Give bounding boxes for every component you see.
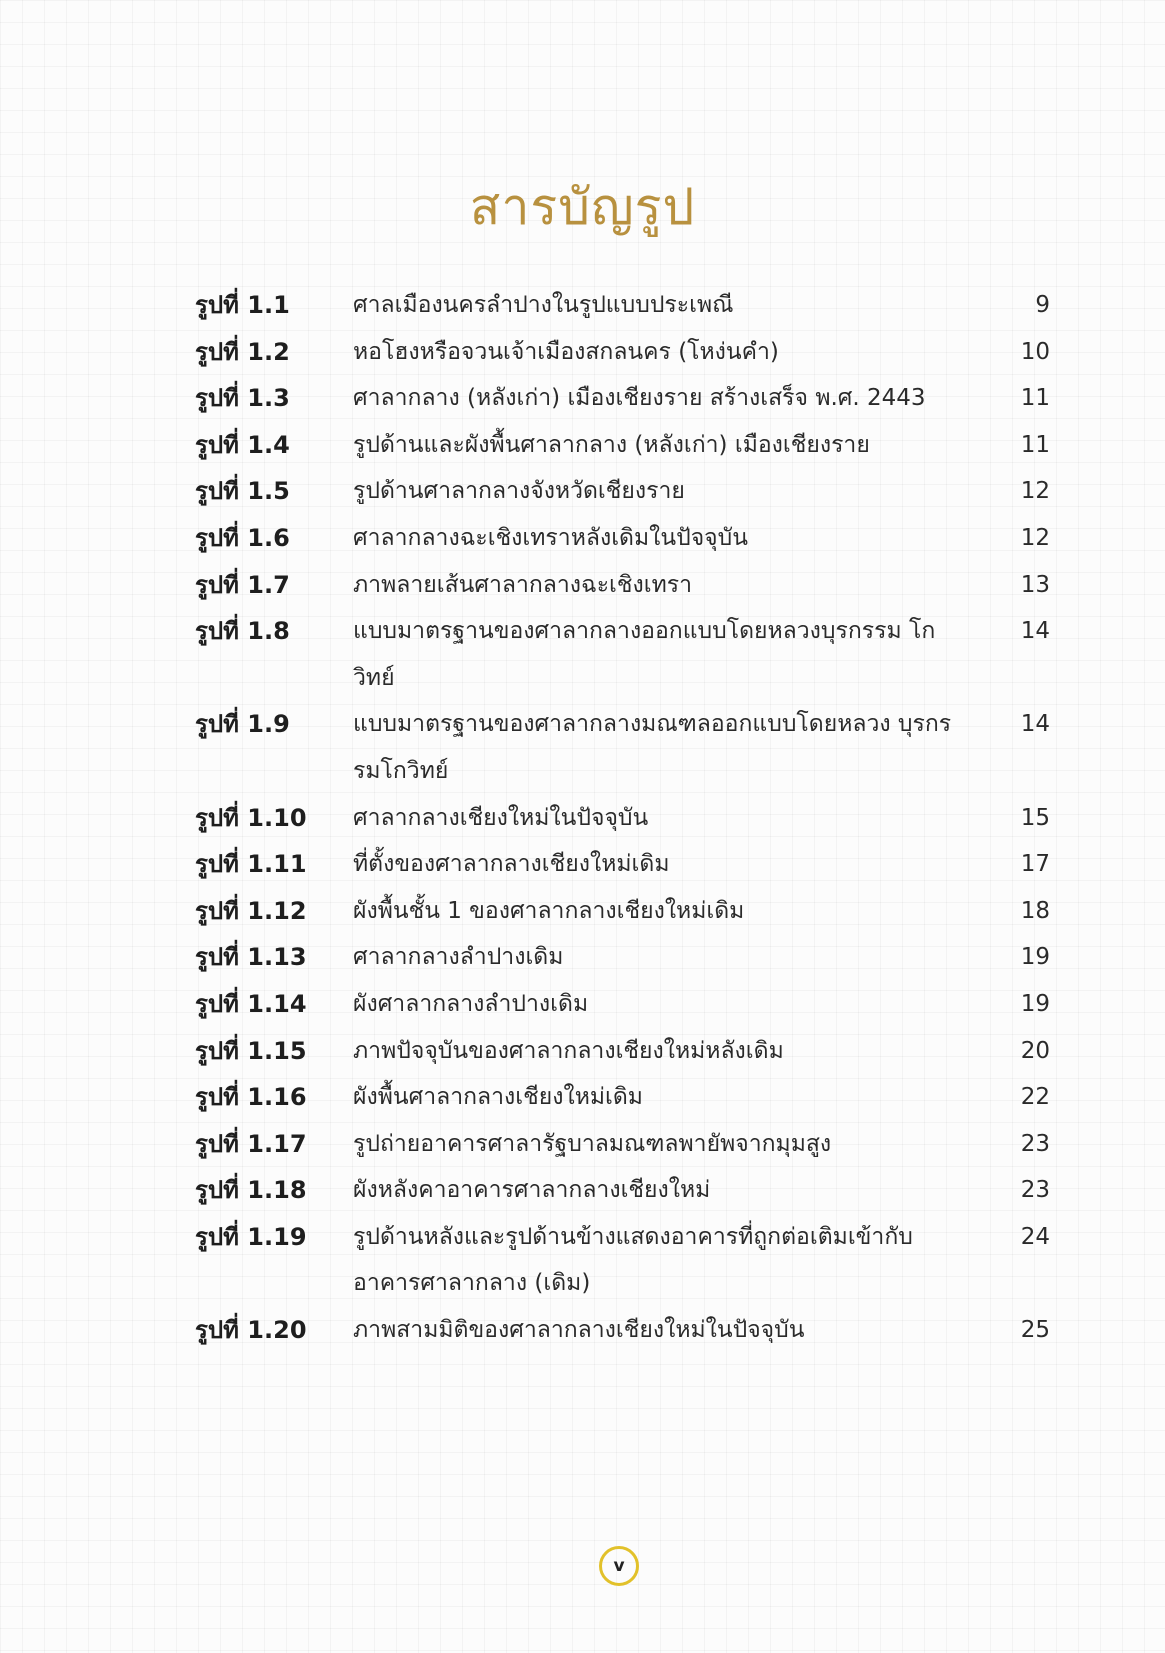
figure-page-number: 14 — [1020, 618, 1050, 645]
figure-caption: แบบมาตรฐานของศาลากลางมณฑลออกแบบโดยหลวง บุรกรรมโกวิทย์ — [353, 711, 952, 784]
figure-label: รูปที่ 1.9 — [195, 710, 290, 739]
figure-page-number: 20 — [1020, 1037, 1050, 1064]
figure-page-number: 19 — [1020, 990, 1050, 1017]
figure-caption: หอโฮงหรือจวนเจ้าเมืองสกลนคร (โหง่นคำ) — [353, 338, 779, 365]
figure-entry — [195, 701, 1050, 794]
figure-label: รูปที่ 1.12 — [195, 896, 307, 925]
figure-label: รูปที่ 1.18 — [195, 1176, 307, 1205]
figure-page-number: 23 — [1020, 1177, 1050, 1204]
figure-page-number: 11 — [1020, 431, 1050, 458]
figure-label: รูปที่ 1.19 — [195, 1222, 307, 1251]
figure-caption: ผังหลังคาอาคารศาลากลางเชียงใหม่ — [353, 1177, 711, 1204]
figure-entry — [195, 1307, 1050, 1354]
figure-caption: ภาพปัจจุบันของศาลากลางเชียงใหม่หลังเดิม — [353, 1037, 784, 1064]
figure-page-number: 11 — [1020, 385, 1050, 412]
figure-caption: ภาพสามมิติของศาลากลางเชียงใหม่ในปัจจุบัน — [353, 1317, 805, 1344]
figure-caption: ผังศาลากลางลำปางเดิม — [353, 990, 589, 1017]
figure-entry — [195, 1214, 1050, 1307]
figure-page-number: 22 — [1020, 1084, 1050, 1111]
figure-label: รูปที่ 1.16 — [195, 1083, 307, 1112]
figure-caption: ผังพื้นชั้น 1 ของศาลากลางเชียงใหม่เดิม — [353, 897, 745, 924]
figure-caption: รูปด้านหลังและรูปด้านข้างแสดงอาคารที่ถูกต่อเติมเข้ากับ อาคารศาลากลาง (เดิม) — [353, 1223, 913, 1297]
figure-label: รูปที่ 1.4 — [195, 430, 290, 459]
figure-caption: ที่ตั้งของศาลากลางเชียงใหม่เดิม — [353, 851, 670, 878]
figure-entry — [195, 422, 1050, 469]
figure-page-number: 12 — [1020, 524, 1050, 551]
figure-page-number: 12 — [1020, 478, 1050, 505]
page-title: สารบัญรูป — [469, 178, 696, 236]
figure-entry — [195, 934, 1050, 981]
figure-label: รูปที่ 1.13 — [195, 943, 307, 972]
figure-label: รูปที่ 1.20 — [195, 1316, 307, 1345]
figure-label: รูปที่ 1.17 — [195, 1129, 307, 1158]
figure-entry — [195, 329, 1050, 376]
figure-caption: ศาลากลางลำปางเดิม — [353, 944, 564, 971]
figure-caption: รูปด้านศาลากลางจังหวัดเชียงราย — [353, 478, 685, 505]
figure-page-number: 15 — [1020, 804, 1050, 831]
figure-label: รูปที่ 1.8 — [195, 617, 290, 646]
figure-entry — [195, 468, 1050, 515]
figure-caption: ภาพลายเส้นศาลากลางฉะเชิงเทรา — [353, 571, 693, 598]
figure-caption: ศาลากลางฉะเชิงเทราหลังเดิมในปัจจุบัน — [353, 524, 748, 551]
figure-entry — [195, 375, 1050, 422]
figure-page-number: 13 — [1020, 571, 1050, 598]
figure-entry — [195, 888, 1050, 935]
figure-caption: ผังพื้นศาลากลางเชียงใหม่เดิม — [353, 1084, 643, 1111]
figure-list — [195, 282, 1050, 1354]
figure-caption: แบบมาตรฐานของศาลากลางออกแบบโดยหลวงบุรกรรม โกวิทย์ — [353, 618, 936, 691]
figure-label: รูปที่ 1.11 — [195, 850, 307, 879]
figure-page-number: 10 — [1020, 338, 1050, 365]
figure-entry — [195, 795, 1050, 842]
figure-label: รูปที่ 1.10 — [195, 803, 307, 832]
figure-page-number: 14 — [1020, 711, 1050, 738]
figure-label: รูปที่ 1.14 — [195, 989, 307, 1018]
figure-page-number: 17 — [1020, 851, 1050, 878]
figure-caption: ศาลเมืองนครลำปางในรูปแบบประเพณี — [353, 292, 734, 318]
figure-entry — [195, 1074, 1050, 1121]
figure-entry — [195, 841, 1050, 888]
figure-entry — [195, 1028, 1050, 1075]
figure-page-number: 18 — [1020, 897, 1050, 924]
figure-label: รูปที่ 1.3 — [195, 384, 290, 413]
figure-caption: รูปถ่ายอาคารศาลารัฐบาลมณฑลพายัพจากมุมสูง — [353, 1130, 832, 1157]
figure-page-number: 24 — [1020, 1223, 1050, 1250]
figure-label: รูปที่ 1.7 — [195, 570, 290, 599]
figure-page-number: 25 — [1020, 1317, 1050, 1344]
figure-label: รูปที่ 1.15 — [195, 1036, 307, 1065]
figure-entry — [195, 282, 1050, 329]
figure-label: รูปที่ 1.5 — [195, 477, 290, 506]
figure-label: รูปที่ 1.6 — [195, 523, 290, 552]
figure-caption: ศาลากลางเชียงใหม่ในปัจจุบัน — [353, 804, 649, 831]
figure-page-number: 23 — [1020, 1130, 1050, 1157]
figure-caption: รูปด้านและผังพื้นศาลากลาง (หลังเก่า) เมืองเชียงราย — [353, 431, 870, 458]
figure-page-number: 9 — [1035, 292, 1050, 318]
figure-page-number: 19 — [1020, 944, 1050, 971]
page-number-badge: v — [599, 1546, 639, 1586]
figure-entry — [195, 515, 1050, 562]
figure-entry — [195, 562, 1050, 609]
figure-label: รูปที่ 1.1 — [195, 291, 290, 319]
figure-entry — [195, 981, 1050, 1028]
figure-label: รูปที่ 1.2 — [195, 337, 290, 366]
figure-entry — [195, 608, 1050, 701]
figure-caption: ศาลากลาง (หลังเก่า) เมืองเชียงราย สร้างเสร็จ พ.ศ. 2443 — [353, 385, 926, 412]
figure-entry — [195, 1121, 1050, 1168]
figure-entry — [195, 1167, 1050, 1214]
